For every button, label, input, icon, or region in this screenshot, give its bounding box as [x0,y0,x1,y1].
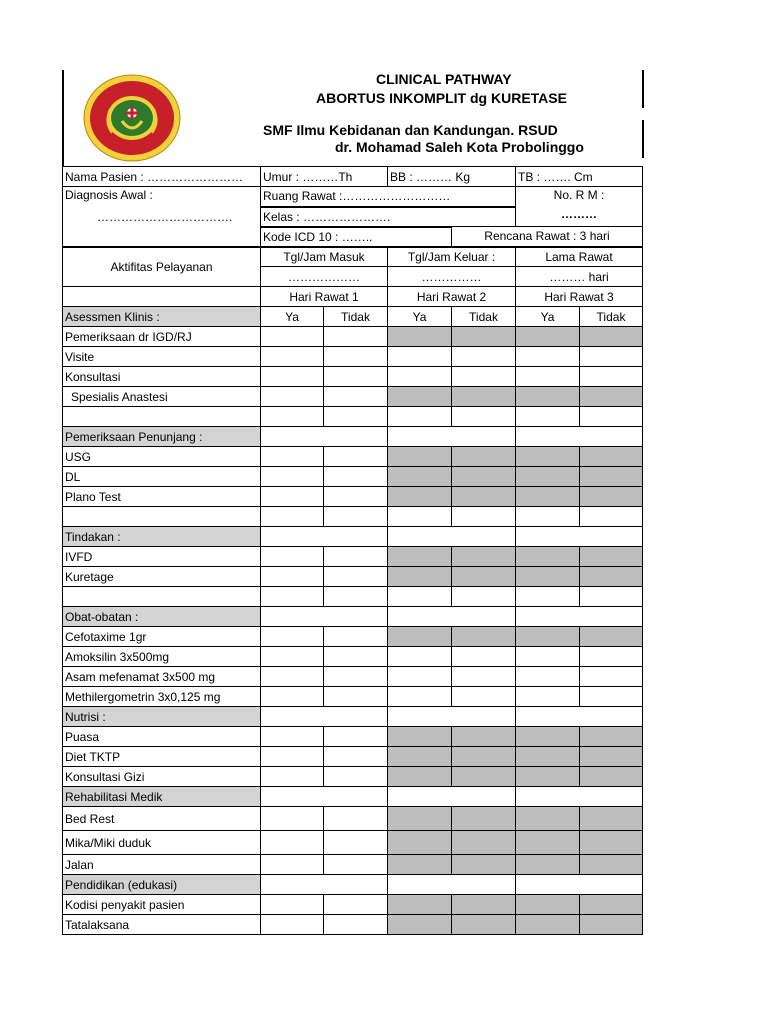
day-1-ya-checkbox[interactable] [261,507,324,527]
day-3-ya-checkbox [516,467,580,487]
day-2-tidak-checkbox[interactable] [452,507,516,527]
day-2-ya-checkbox [388,831,452,855]
activity-label: USG [63,447,261,467]
section-day-3-cell [516,707,643,727]
day-2-ya-checkbox[interactable] [388,647,452,667]
activity-label: Cefotaxime 1gr [63,627,261,647]
day-2-ya-checkbox [388,387,452,407]
activity-label [63,407,261,427]
checklist-row [63,367,643,387]
day-1-tidak-checkbox[interactable] [324,627,388,647]
section-row [63,307,643,327]
day-2-ya-checkbox [388,547,452,567]
day-2-ya-checkbox [388,447,452,467]
activity-label: IVFD [63,547,261,567]
day-2-ya-checkbox [388,767,452,787]
patient-name-field[interactable]: Nama Pasien : …………………… [63,167,261,187]
icd-code-field[interactable]: Kode ICD 10 : …….. [261,227,452,247]
day-2-tidak-header: Tidak [452,307,516,327]
section-day-2-cell [388,527,516,547]
day-1-tidak-checkbox[interactable] [324,487,388,507]
day-1-tidak-checkbox[interactable] [324,667,388,687]
checklist-row [63,467,643,487]
day-3-ya-checkbox [516,387,580,407]
day-1-tidak-checkbox[interactable] [324,587,388,607]
day-1-tidak-checkbox[interactable] [324,387,388,407]
section-row [63,427,643,447]
day-1-ya-checkbox[interactable] [261,647,324,667]
admission-datetime-label: Tgl/Jam Masuk [261,247,388,267]
activity-label: Konsultasi [63,367,261,387]
activity-label: Asam mefenamat 3x500 mg [63,667,261,687]
length-of-stay-value[interactable]: ……… hari [516,267,643,287]
day-1-tidak-checkbox[interactable] [324,567,388,587]
admission-datetime-value[interactable]: ……………… [261,267,388,287]
day-1-ya-checkbox[interactable] [261,807,324,831]
day-3-ya-checkbox [516,831,580,855]
day-3-tidak-checkbox[interactable] [580,507,643,527]
spacer-cell [63,287,261,307]
day-3-ya-checkbox[interactable] [516,347,580,367]
day-2-ya-checkbox [388,727,452,747]
day-1-tidak-checkbox[interactable] [324,647,388,667]
section-day-1-cell [261,427,388,447]
day-3-tidak-checkbox [580,855,643,875]
day-2-ya-checkbox [388,627,452,647]
activity-label: Amoksilin 3x500mg [63,647,261,667]
day-3-ya-checkbox[interactable] [516,507,580,527]
section-label: Pendidikan (edukasi) [63,875,261,895]
day-2-tidak-checkbox[interactable] [452,667,516,687]
day-3-tidak-checkbox [580,895,643,915]
day-2-tidak-checkbox[interactable] [452,367,516,387]
day-1-tidak-checkbox[interactable] [324,727,388,747]
section-day-3-cell [516,787,643,807]
checklist-row [63,915,643,935]
day-1-ya-header: Ya [261,307,324,327]
day-2-ya-checkbox [388,807,452,831]
checklist-row [63,327,643,347]
day-3-tidak-checkbox [580,487,643,507]
activity-label: Pemeriksaan dr IGD/RJ [63,327,261,347]
section-row [63,707,643,727]
day-3-ya-checkbox [516,727,580,747]
planned-stay-field[interactable]: Rencana Rawat : 3 hari [452,227,643,247]
section-day-3-cell [516,875,643,895]
day-2-ya-checkbox[interactable] [388,367,452,387]
checklist-row [63,855,643,875]
activity-label: Tatalaksana [63,915,261,935]
checklist-row [63,547,643,567]
height-field[interactable]: TB : ……. Cm [516,167,643,187]
class-field[interactable]: Kelas : …………………. [261,207,516,227]
day-1-tidak-checkbox[interactable] [324,915,388,935]
initial-diagnosis-cell[interactable] [63,187,261,247]
day-2-ya-checkbox [388,747,452,767]
day-1-ya-checkbox[interactable] [261,627,324,647]
day-1-ya-checkbox[interactable] [261,387,324,407]
day-3-ya-checkbox [516,915,580,935]
service-activity-header: Aktifitas Pelayanan [63,247,261,287]
section-day-3-cell [516,427,643,447]
day-1-ya-checkbox[interactable] [261,687,324,707]
day-2-tidak-checkbox [452,447,516,467]
day-3-ya-checkbox[interactable] [516,587,580,607]
day-3-tidak-header: Tidak [580,307,643,327]
day-1-ya-checkbox[interactable] [261,747,324,767]
pathway-diagnosis-title: ABORTUS INKOMPLIT dg KURETASE [316,90,567,106]
day-3-ya-checkbox [516,547,580,567]
day-2-ya-checkbox[interactable] [388,687,452,707]
checklist-row [63,727,643,747]
day-1-ya-checkbox[interactable] [261,915,324,935]
checklist-row [63,807,643,831]
diagnosis-dots: ……………………………. [97,210,233,224]
day-1-tidak-checkbox[interactable] [324,807,388,831]
checklist-row [63,507,643,527]
day-3-header: Hari Rawat 3 [516,287,643,307]
day-3-tidak-checkbox [580,387,643,407]
day-3-tidak-checkbox [580,447,643,467]
checklist-row [63,647,643,667]
day-2-ya-checkbox [388,487,452,507]
day-2-ya-checkbox [388,467,452,487]
day-3-ya-checkbox[interactable] [516,687,580,707]
activity-label: Visite [63,347,261,367]
day-3-tidak-checkbox[interactable] [580,667,643,687]
day-3-tidak-checkbox [580,767,643,787]
section-label: Obat-obatan : [63,607,261,627]
day-1-ya-checkbox[interactable] [261,407,324,427]
day-3-tidak-checkbox [580,467,643,487]
day-1-ya-checkbox[interactable] [261,567,324,587]
day-1-ya-checkbox[interactable] [261,767,324,787]
section-row [63,607,643,627]
day-3-tidak-checkbox[interactable] [580,687,643,707]
day-3-ya-checkbox [516,327,580,347]
section-label: Nutrisi : [63,707,261,727]
day-3-ya-checkbox[interactable] [516,667,580,687]
day-3-ya-header: Ya [516,307,580,327]
activity-label: Spesialis Anastesi [63,387,261,407]
activity-label [63,507,261,527]
day-3-ya-checkbox [516,747,580,767]
hospital-logo-seal [82,73,182,163]
day-3-ya-checkbox [516,855,580,875]
day-2-tidak-checkbox [452,467,516,487]
day-2-tidak-checkbox [452,327,516,347]
checklist-row [63,687,643,707]
day-1-ya-checkbox[interactable] [261,667,324,687]
day-3-tidak-checkbox [580,915,643,935]
checklist-row [63,587,643,607]
day-2-ya-checkbox [388,567,452,587]
day-3-tidak-checkbox [580,567,643,587]
section-day-2-cell [388,875,516,895]
day-2-tidak-checkbox [452,915,516,935]
day-3-ya-checkbox [516,447,580,467]
activity-label: Diet TKTP [63,747,261,767]
section-day-1-cell [261,787,388,807]
day-1-tidak-checkbox[interactable] [324,895,388,915]
day-1-ya-checkbox[interactable] [261,855,324,875]
discharge-datetime-label: Tgl/Jam Keluar : [388,247,516,267]
section-day-1-cell [261,607,388,627]
day-2-tidak-checkbox[interactable] [452,407,516,427]
activity-label: Jalan [63,855,261,875]
day-1-tidak-checkbox[interactable] [324,367,388,387]
section-day-3-cell [516,527,643,547]
day-3-ya-checkbox [516,627,580,647]
day-3-tidak-checkbox[interactable] [580,407,643,427]
day-2-header: Hari Rawat 2 [388,287,516,307]
checklist-row [63,407,643,427]
medical-record-label: No. R M : [553,188,605,202]
day-2-tidak-checkbox[interactable] [452,687,516,707]
department-line-1: SMF Ilmu Kebidanan dan Kandungan. RSUD [263,122,558,138]
day-3-ya-checkbox[interactable] [516,407,580,427]
day-2-tidak-checkbox [452,487,516,507]
diagnosis-label: Diagnosis Awal : [65,188,153,202]
day-3-tidak-checkbox [580,327,643,347]
section-label: Asessmen Klinis : [63,307,261,327]
pathway-title: CLINICAL PATHWAY [376,71,512,87]
section-day-2-cell [388,787,516,807]
section-row [63,787,643,807]
age-field[interactable]: Umur : ………Th [261,167,388,187]
day-1-tidak-checkbox[interactable] [324,347,388,367]
checklist-row [63,767,643,787]
medical-record-cell[interactable] [516,187,643,227]
day-1-tidak-checkbox[interactable] [324,855,388,875]
day-2-tidak-checkbox [452,855,516,875]
day-1-ya-checkbox[interactable] [261,487,324,507]
day-1-tidak-checkbox[interactable] [324,747,388,767]
day-2-ya-checkbox [388,895,452,915]
activity-label: Mika/Miki duduk [63,831,261,855]
day-1-ya-checkbox[interactable] [261,587,324,607]
day-1-tidak-checkbox[interactable] [324,547,388,567]
activity-label: Konsultasi Gizi [63,767,261,787]
day-2-ya-checkbox [388,915,452,935]
discharge-datetime-value[interactable]: …………… [388,267,516,287]
day-2-tidak-checkbox[interactable] [452,647,516,667]
activity-label: Methilergometrin 3x0,125 mg [63,687,261,707]
day-2-ya-checkbox [388,855,452,875]
checklist-row [63,447,643,467]
day-2-tidak-checkbox [452,767,516,787]
day-1-tidak-checkbox[interactable] [324,687,388,707]
clinical-pathway-table [62,166,643,935]
day-1-header: Hari Rawat 1 [261,287,388,307]
department-line-2: dr. Mohamad Saleh Kota Probolinggo [335,139,584,155]
day-3-tidak-checkbox[interactable] [580,367,643,387]
section-day-3-cell [516,607,643,627]
checklist-row [63,747,643,767]
day-3-tidak-checkbox[interactable] [580,347,643,367]
section-row [63,527,643,547]
day-3-ya-checkbox [516,895,580,915]
left-border [62,70,64,166]
length-of-stay-label: Lama Rawat [516,247,643,267]
day-1-ya-checkbox[interactable] [261,727,324,747]
day-3-tidak-checkbox [580,627,643,647]
day-1-ya-checkbox[interactable] [261,447,324,467]
checklist-row [63,895,643,915]
day-2-tidak-checkbox [452,747,516,767]
day-2-tidak-checkbox [452,627,516,647]
day-3-tidak-checkbox[interactable] [580,587,643,607]
day-3-ya-checkbox [516,807,580,831]
ward-field[interactable]: Ruang Rawat :……………………… [261,187,516,207]
day-1-tidak-header: Tidak [324,307,388,327]
day-2-ya-checkbox[interactable] [388,667,452,687]
day-3-tidak-checkbox [580,831,643,855]
day-1-tidak-checkbox[interactable] [324,407,388,427]
day-3-tidak-checkbox [580,747,643,767]
day-3-tidak-checkbox [580,727,643,747]
day-3-tidak-checkbox[interactable] [580,647,643,667]
day-2-tidak-checkbox [452,567,516,587]
day-1-tidak-checkbox[interactable] [324,767,388,787]
section-day-1-cell [261,875,388,895]
day-2-ya-checkbox [388,327,452,347]
day-2-tidak-checkbox [452,727,516,747]
medical-record-value: ……… [561,207,597,221]
section-day-1-cell [261,527,388,547]
day-1-ya-checkbox[interactable] [261,367,324,387]
day-1-ya-checkbox[interactable] [261,467,324,487]
weight-field[interactable]: BB : ……… Kg [388,167,516,187]
day-1-ya-checkbox[interactable] [261,347,324,367]
day-2-tidak-checkbox[interactable] [452,587,516,607]
day-2-ya-checkbox[interactable] [388,347,452,367]
activity-label: Kodisi penyakit pasien [63,895,261,915]
activity-label: Bed Rest [63,807,261,831]
checklist-row [63,567,643,587]
activity-label: DL [63,467,261,487]
day-2-ya-checkbox[interactable] [388,507,452,527]
day-3-ya-checkbox [516,567,580,587]
checklist-row [63,831,643,855]
section-row [63,875,643,895]
day-1-tidak-checkbox[interactable] [324,327,388,347]
day-1-ya-checkbox[interactable] [261,327,324,347]
section-label: Pemeriksaan Penunjang : [63,427,261,447]
day-1-ya-checkbox[interactable] [261,895,324,915]
day-3-ya-checkbox[interactable] [516,647,580,667]
day-2-ya-header: Ya [388,307,452,327]
day-1-ya-checkbox[interactable] [261,547,324,567]
section-day-2-cell [388,607,516,627]
section-day-2-cell [388,707,516,727]
checklist-row [63,387,643,407]
day-1-tidak-checkbox[interactable] [324,447,388,467]
day-2-tidak-checkbox [452,831,516,855]
activity-label: Plano Test [63,487,261,507]
day-2-tidak-checkbox[interactable] [452,347,516,367]
day-3-ya-checkbox [516,487,580,507]
day-2-ya-checkbox[interactable] [388,587,452,607]
checklist-row [63,667,643,687]
day-1-ya-checkbox[interactable] [261,831,324,855]
day-1-tidak-checkbox[interactable] [324,507,388,527]
day-2-tidak-checkbox [452,895,516,915]
day-3-ya-checkbox [516,767,580,787]
section-day-1-cell [261,707,388,727]
right-border-top [642,70,644,108]
day-3-ya-checkbox[interactable] [516,367,580,387]
checklist-row [63,347,643,367]
day-2-tidak-checkbox [452,547,516,567]
section-label: Tindakan : [63,527,261,547]
day-2-tidak-checkbox [452,387,516,407]
day-3-tidak-checkbox [580,807,643,831]
section-label: Rehabilitasi Medik [63,787,261,807]
activity-label: Kuretage [63,567,261,587]
activity-label [63,587,261,607]
checklist-row [63,487,643,507]
day-1-tidak-checkbox[interactable] [324,831,388,855]
right-border-mid [642,120,644,158]
day-2-tidak-checkbox [452,807,516,831]
day-2-ya-checkbox[interactable] [388,407,452,427]
section-day-2-cell [388,427,516,447]
activity-label: Puasa [63,727,261,747]
checklist-row [63,627,643,647]
day-3-tidak-checkbox [580,547,643,567]
day-1-tidak-checkbox[interactable] [324,467,388,487]
